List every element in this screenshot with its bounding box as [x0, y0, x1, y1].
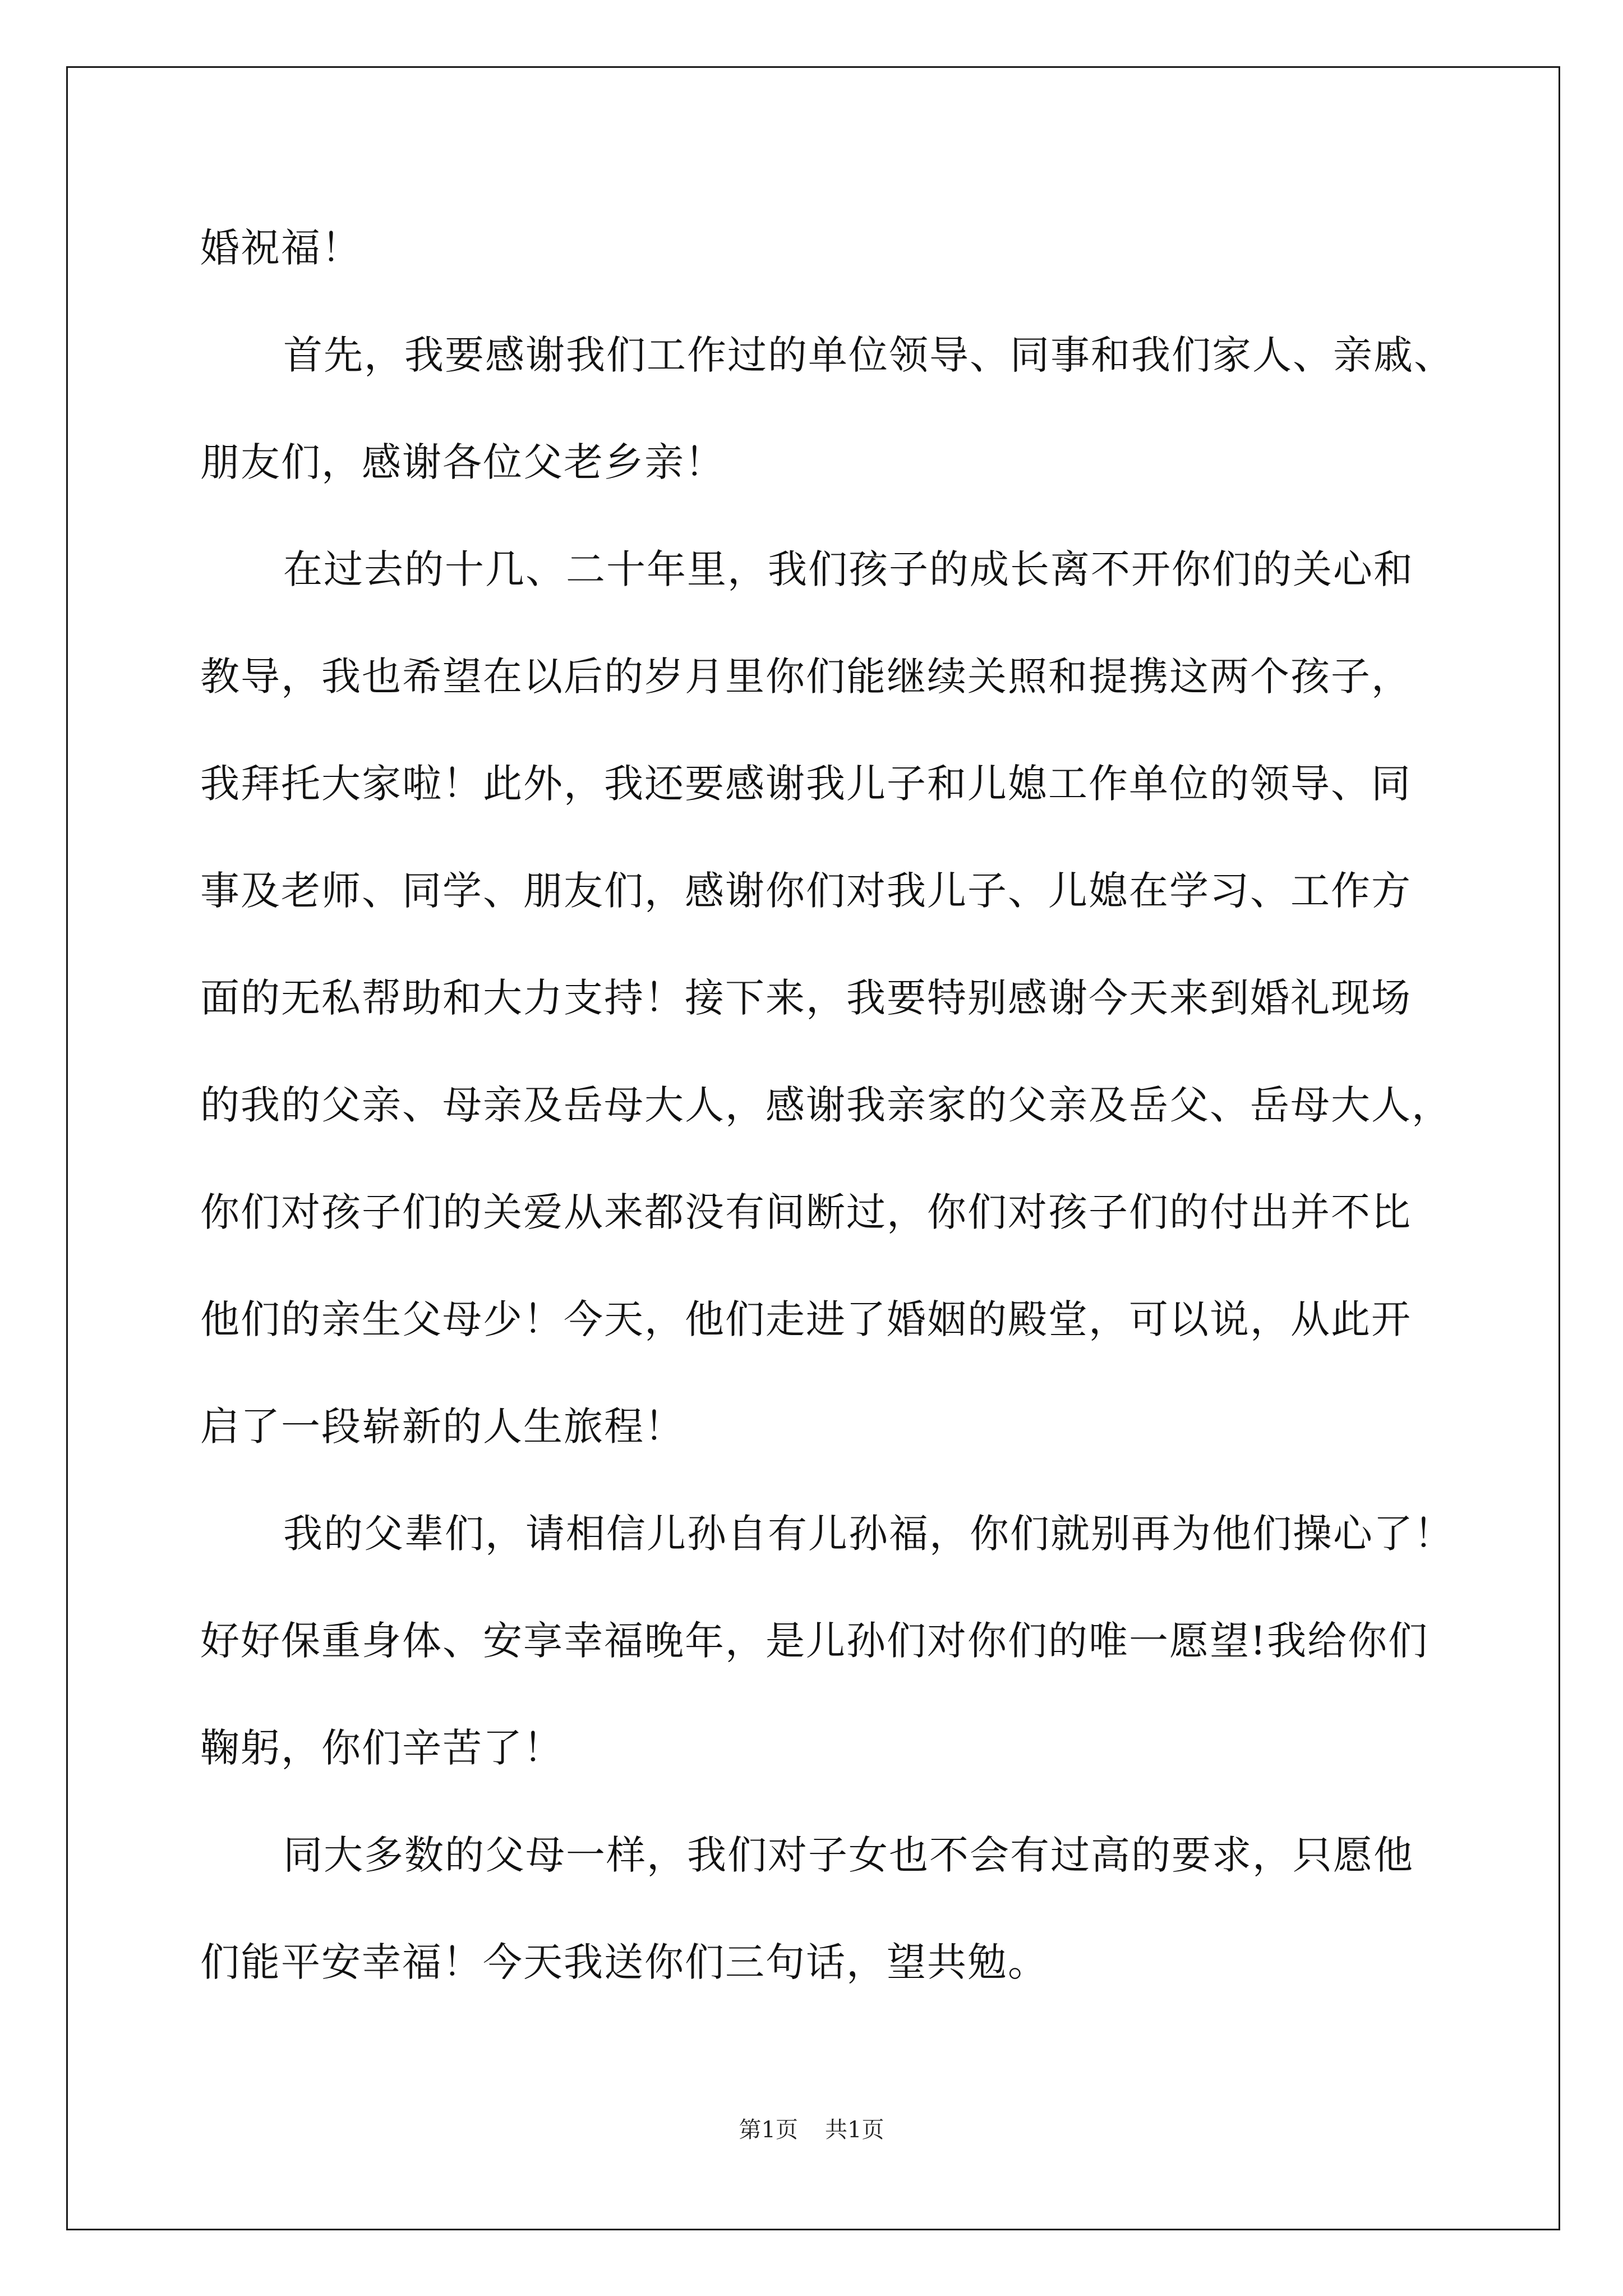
text-line: 好好保重身体、安享幸福晚年，是儿孙们对你们的唯一愿望!我给你们: [200, 1618, 1429, 1664]
page-footer: [0, 2112, 1623, 2144]
text-line: 鞠躬，你们辛苦了！: [200, 1725, 564, 1771]
paragraph-first-line: 在过去的十几、二十年里，我们孩子的成长离不开你们的关心和: [283, 546, 1414, 592]
page-number: 第1页: [739, 2117, 798, 2143]
text-line: 你们对孩子们的关爱从来都没有间断过，你们对孩子们的付出并不比: [200, 1189, 1412, 1235]
text-line: 启了一段崭新的人生旅程！: [200, 1404, 685, 1450]
page-total: 共1页: [825, 2117, 884, 2143]
text-line: 面的无私帮助和大力支持！接下来，我要特别感谢今天来到婚礼现场: [200, 975, 1412, 1021]
paragraph-first-line: 首先，我要感谢我们工作过的单位领导、同事和我们家人、亲戚、: [283, 332, 1454, 378]
text-line: 我拜托大家啦！此外，我还要感谢我儿子和儿媳工作单位的领导、同: [200, 761, 1412, 807]
page-border: [66, 66, 1560, 2230]
text-line: 事及老师、同学、朋友们，感谢你们对我儿子、儿媳在学习、工作方: [200, 868, 1412, 914]
text-line: 们能平安幸福！今天我送你们三句话，望共勉。: [200, 1939, 1048, 1985]
text-line: 婚祝福！: [200, 225, 362, 271]
paragraph-first-line: 我的父辈们，请相信儿孙自有儿孙福，你们就别再为他们操心了！: [283, 1511, 1454, 1557]
text-line: 的我的父亲、母亲及岳母大人，感谢我亲家的父亲及岳父、岳母大人，: [200, 1082, 1452, 1128]
text-line: 他们的亲生父母少！今天，他们走进了婚姻的殿堂，可以说，从此开: [200, 1296, 1412, 1342]
paragraph-first-line: 同大多数的父母一样，我们对子女也不会有过高的要求，只愿他: [283, 1832, 1414, 1878]
text-line: 朋友们，感谢各位父老乡亲！: [200, 439, 725, 485]
text-line: 教导，我也希望在以后的岁月里你们能继续关照和提携这两个孩子，: [200, 654, 1412, 700]
